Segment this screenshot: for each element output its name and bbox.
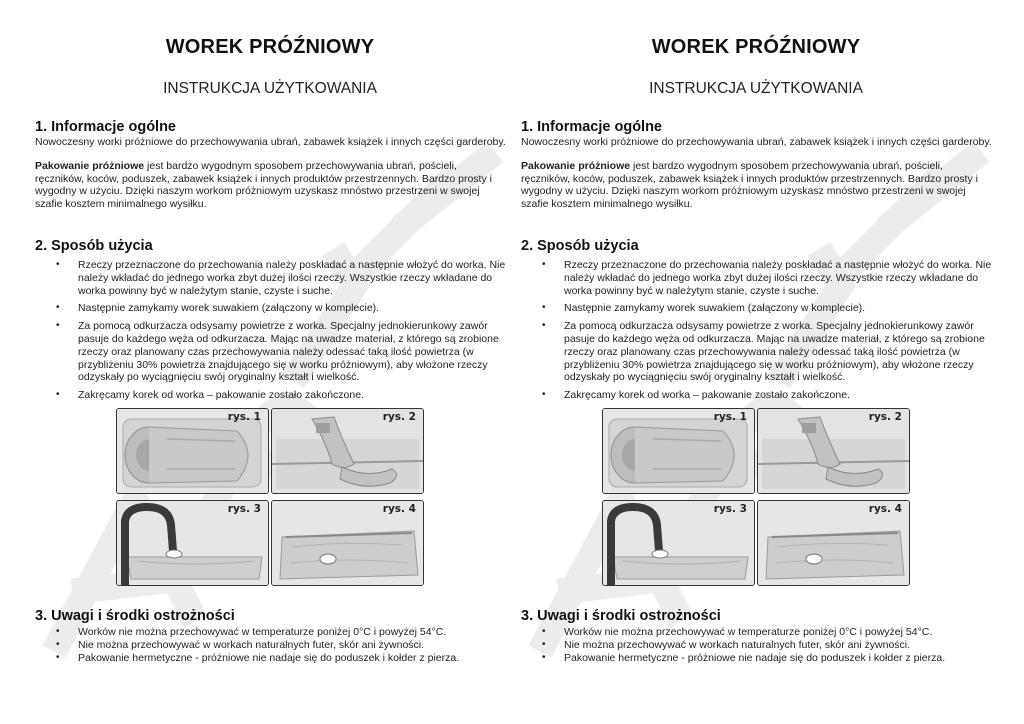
- section-heading: 1. Informacje ogólne: [35, 119, 176, 135]
- paragraph-body: jest bardzo wygodnym sposobem przechowywania ubrań, pościeli, ręczników, koców, poduszek, zabawek książek i innych produktów przestrzennych. Bardzo prosty i wygodny w użyciu. Dzięki naszym workom próżniowym uzyskasz mnóstwo przestrzeni w swojej szafie kosztem minimalnego wysiłku.: [35, 159, 492, 211]
- figures-grid: [116, 408, 430, 594]
- section-usage: [521, 238, 993, 407]
- figure-label: rys. 3: [227, 503, 261, 515]
- bold-lead: Pakowanie próżniowe: [35, 159, 145, 172]
- section-paragraph: [35, 160, 507, 211]
- figure-3: [602, 500, 755, 586]
- section-heading: 2. Sposób użycia: [521, 238, 639, 254]
- list-item: • Następnie zamykamy worek suwakiem (załączony w komplecie).: [56, 302, 380, 315]
- document-subtitle: INSTRUKCJA UŻYTKOWANIA: [163, 80, 377, 97]
- section-heading: 1. Informacje ogólne: [521, 119, 662, 135]
- bullet: •: [542, 259, 546, 270]
- figures-grid: [602, 408, 916, 594]
- bullet: •: [542, 389, 546, 401]
- section-precautions: [35, 608, 507, 664]
- document-page-left: [20, 0, 520, 724]
- bullet: •: [56, 320, 60, 332]
- list-item: • Worków nie można przechowywać w temperaturze poniżej 0°C i powyżej 54°C.: [542, 626, 933, 638]
- bullet: •: [56, 302, 60, 314]
- bullet: •: [542, 320, 546, 332]
- figure-label: rys. 4: [868, 503, 902, 515]
- figure-label: rys. 2: [382, 411, 416, 423]
- list-item: • Nie można przechowywać w workach naturalnych futer, skór ani żywności.: [56, 638, 425, 651]
- list-item: • Pakowanie hermetyczne - próżniowe nie nadaje się do poduszek i kołder z pierza.: [56, 651, 460, 664]
- section-heading: 3. Uwagi i środki ostrożności: [35, 608, 235, 624]
- bullet: •: [56, 259, 60, 270]
- figure-label: rys. 4: [382, 503, 416, 515]
- list-item: • Następnie zamykamy worek suwakiem (załączony w komplecie).: [542, 302, 866, 315]
- figure-1: [602, 408, 755, 494]
- section-general-info: [35, 119, 507, 211]
- document-page-right: [506, 0, 1006, 724]
- paragraph-body: jest bardzo wygodnym sposobem przechowywania ubrań, pościeli, ręczników, koców, poduszek, zabawek książek i innych produktów przestrzennych. Bardzo prosty i wygodny w użyciu. Dzięki naszym workom próżniowym uzyskasz mnóstwo przestrzeni w swojej szafie kosztem minimalnego wysiłku.: [521, 159, 978, 211]
- section-heading: 2. Sposób użycia: [35, 238, 153, 254]
- section-intro: Nowoczesny worki próżniowe do przechowywania ubrań, zabawek książek i innych części garderoby.: [35, 136, 506, 148]
- figure-label: rys. 1: [227, 411, 261, 423]
- document-subtitle: INSTRUKCJA UŻYTKOWANIA: [649, 80, 863, 97]
- list-item: • Za pomocą odkurzacza odsysamy powietrze z worka. Specjalny jednokierunkowy zawór pasuje do każdego węża od odkurzacza. Mając na uwadze materiał, z którego są zrobione rzeczy oraz planowany czas przechowywania należy odessać taką ilość powietrza (w przybliżeniu 30% powietrza znajdującego się w worku próżniowym), aby włożone rzeczy odzyskały po wyciągnięciu swój oryginalny kształt i wielkość.: [56, 320, 499, 384]
- list-item: • Pakowanie hermetyczne - próżniowe nie nadaje się do poduszek i kołder z pierza.: [542, 651, 946, 664]
- bullet: •: [56, 651, 60, 663]
- section-heading: 3. Uwagi i środki ostrożności: [521, 608, 721, 624]
- figure-label: rys. 2: [868, 411, 902, 423]
- list-item: • Zakręcamy korek od worka – pakowanie zostało zakończone.: [542, 389, 850, 402]
- figure-3: [116, 500, 269, 586]
- figure-2: [757, 408, 910, 494]
- figure-label: rys. 1: [713, 411, 747, 423]
- section-intro: Nowoczesny worki próżniowe do przechowywania ubrań, zabawek książek i innych części garderoby.: [521, 136, 992, 148]
- bullet: •: [542, 651, 546, 663]
- figure-label: rys. 3: [713, 503, 747, 515]
- document-title: WOREK PRÓŹNIOWY: [165, 36, 375, 58]
- usage-list: [35, 259, 507, 402]
- list-item: • Za pomocą odkurzacza odsysamy powietrze z worka. Specjalny jednokierunkowy zawór pasuje do każdego węża od odkurzacza. Mając na uwadze materiał, z którego są zrobione rzeczy oraz planowany czas przechowywania należy odessać taką ilość powietrza (w przybliżeniu 30% powietrza znajdującego się w worku próżniowym), aby włożone rzeczy odzyskały po wyciągnięciu swój oryginalny kształt i wielkość.: [542, 320, 985, 384]
- figure-2: [271, 408, 424, 494]
- list-item: • Rzeczy przeznaczone do przechowania należy poskładać a następnie włożyć do worka. Nie należy wkładać do jednego worka zbyt dużej ilości rzeczy. Wszystkie rzeczy wkładane do worka powinny być w należytym stanie, czyste i suche.: [542, 259, 992, 297]
- document-title: WOREK PRÓŹNIOWY: [651, 36, 861, 58]
- figure-4: [757, 500, 910, 586]
- bullet: •: [56, 389, 60, 401]
- section-usage: [35, 238, 507, 407]
- bullet: •: [542, 638, 546, 650]
- list-item: • Worków nie można przechowywać w temperaturze poniżej 0°C i powyżej 54°C.: [56, 626, 447, 638]
- section-precautions: [521, 608, 993, 664]
- bullet: •: [542, 302, 546, 314]
- section-paragraph: [521, 160, 993, 211]
- bullet: •: [542, 626, 546, 637]
- section-general-info: [521, 119, 993, 211]
- bullet: •: [56, 638, 60, 650]
- precautions-list: [35, 626, 507, 664]
- bold-lead: Pakowanie próżniowe: [521, 159, 631, 172]
- figure-4: [271, 500, 424, 586]
- precautions-list: [521, 626, 993, 664]
- list-item: • Rzeczy przeznaczone do przechowania należy poskładać a następnie włożyć do worka. Nie należy wkładać do jednego worka zbyt dużej ilości rzeczy. Wszystkie rzeczy wkładane do worka powinny być w należytym stanie, czyste i suche.: [56, 259, 506, 297]
- usage-list: [521, 259, 993, 402]
- list-item: • Zakręcamy korek od worka – pakowanie zostało zakończone.: [56, 389, 364, 402]
- figure-1: [116, 408, 269, 494]
- list-item: • Nie można przechowywać w workach naturalnych futer, skór ani żywności.: [542, 638, 911, 651]
- bullet: •: [56, 626, 60, 637]
